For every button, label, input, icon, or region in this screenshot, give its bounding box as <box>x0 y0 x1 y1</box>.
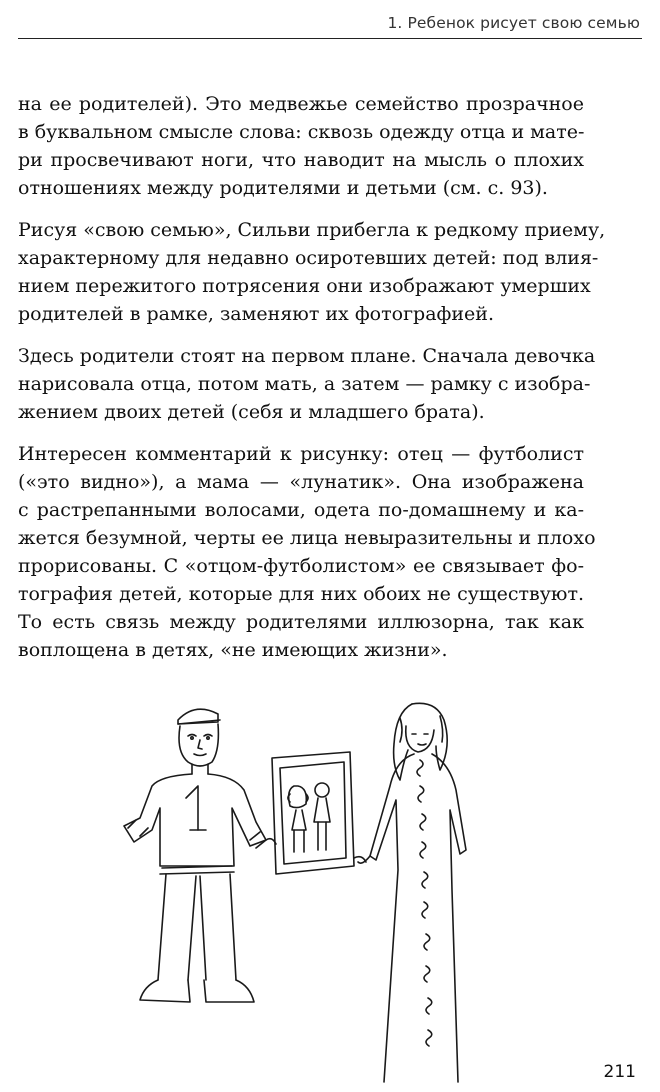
text-line: («это видно»), а мама — «лунатик». Она изображена <box>18 471 584 493</box>
text-line: ри просвечивают ноги, что наводит на мысль о плохих <box>18 149 584 171</box>
text-line: жением двоих детей (себя и младшего брата). <box>18 401 485 423</box>
text-line: прорисованы. С «отцом-футболистом» ее связывает фо- <box>18 555 584 577</box>
paragraph-2 <box>18 216 606 328</box>
text-line: характерному для недавно осиротевших детей: под влия- <box>18 247 599 269</box>
text-line: жется безумной, черты ее лица невыразительны и плохо <box>18 527 596 549</box>
text-line: нарисовала отца, потом мать, а затем — рамку с изобра- <box>18 373 591 395</box>
text-line: воплощена в детях, «не имеющих жизни». <box>18 639 448 661</box>
paragraph-1 <box>18 90 584 202</box>
text-line: в буквальном смысле слова: сквозь одежду отца и мате- <box>18 121 585 143</box>
text-line: тография детей, которые для них обоих не существуют. <box>18 583 584 605</box>
text-line: Интересен комментарий к рисунку: отец — футболист <box>18 443 584 465</box>
text-line: отношениях между родителями и детьми (см. с. 93). <box>18 177 548 199</box>
paragraph-4 <box>18 440 596 664</box>
text-line: на ее родителей). Это медвежье семейство прозрачное <box>18 93 584 115</box>
page-header <box>18 10 642 39</box>
text-line: с растрепанными волосами, одета по-домашнему и ка- <box>18 499 584 521</box>
running-head: 1. Ребенок рисует свою семью <box>387 14 640 32</box>
framed-children-photo <box>266 752 366 874</box>
mother-figure <box>358 703 466 1082</box>
text-line: Рисуя «свою семью», Сильви прибегла к редкому приему, <box>18 219 606 241</box>
father-figure <box>124 709 266 1002</box>
text-line: родителей в рамке, заменяют их фотографией. <box>18 303 495 325</box>
paragraph-3 <box>18 342 596 426</box>
child-family-drawing <box>100 690 520 1085</box>
text-line: То есть связь между родителями иллюзорна, так как <box>18 611 584 633</box>
body-text <box>18 90 606 678</box>
text-line: нием пережитого потрясения они изображают умерших <box>18 275 591 297</box>
text-line: Здесь родители стоят на первом плане. Сначала девочка <box>18 345 596 367</box>
page-number: 211 <box>603 1062 636 1082</box>
